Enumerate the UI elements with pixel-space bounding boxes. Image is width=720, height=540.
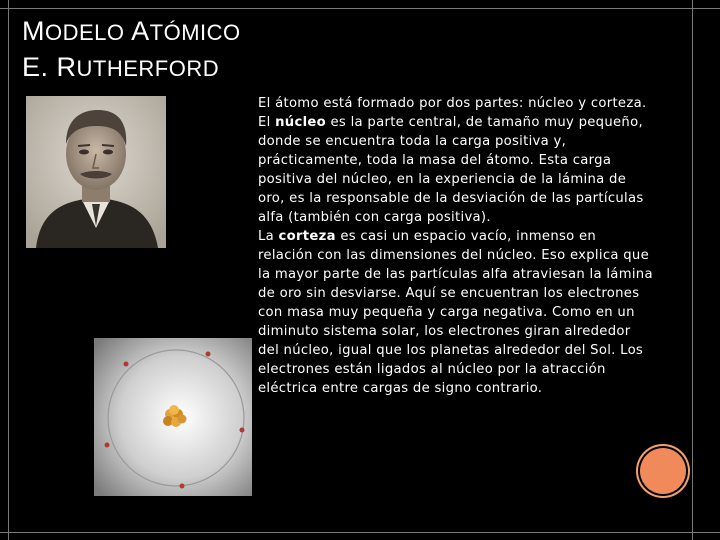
rutherford-portrait (26, 96, 166, 248)
portrait-illustration (26, 96, 166, 248)
body-text (258, 94, 654, 398)
keyword-corteza: corteza (278, 229, 336, 244)
atom-diagram (94, 338, 252, 496)
frame-top-line (0, 8, 720, 9)
title-initial-er: E. R (22, 52, 77, 82)
title-word-modelo: ODELO (45, 20, 132, 45)
title-word-atomico: TÓMICO (149, 20, 241, 45)
text-el: El (258, 115, 276, 130)
electron (180, 484, 185, 489)
electron (124, 362, 129, 367)
text-la: La (258, 229, 279, 244)
keyword-nucleo: núcleo (275, 115, 327, 130)
title-word-rutherford: UTHERFORD (76, 56, 220, 81)
frame-left-line (8, 0, 9, 540)
electron (206, 352, 211, 357)
title-initial-a: A (131, 16, 150, 46)
text-nucleo-description: es la parte central, de tamaño muy pequeño, donde se encuentra toda la carga positiva y, prácticamente, toda la masa del átomo. Esta carga positiva del núcleo, en la experiencia de la lámina de oro, es la responsable de la desviación de las partículas alfa (también con carga positiva). (258, 115, 644, 225)
text-intro: El átomo está formado por dos partes: núcleo y corteza. (258, 96, 647, 111)
electron (105, 443, 110, 448)
frame-bottom-line (0, 532, 720, 533)
atom-model-illustration (94, 338, 252, 496)
title-initial-m: M (22, 16, 45, 46)
frame-right-line (692, 0, 693, 540)
title-line-1 (22, 14, 241, 50)
electron (240, 428, 245, 433)
title-line-2 (22, 50, 241, 86)
decorative-circle (640, 448, 686, 494)
slide-title (22, 14, 241, 86)
text-corteza-description: es casi un espacio vacío, inmenso en relación con las dimensiones del núcleo. Eso explica que la mayor parte de las partículas alfa atraviesan la lámina de oro sin desviarse. Aquí se encuentran los electrones con masa muy pequeña y carga negativa. Como en un diminuto sistema solar, los electrones giran alrededor del núcleo, igual que los planetas alrededor del Sol. Los electrones están ligados al núcleo por la atracción eléctrica entre cargas de signo contrario. (258, 229, 653, 396)
